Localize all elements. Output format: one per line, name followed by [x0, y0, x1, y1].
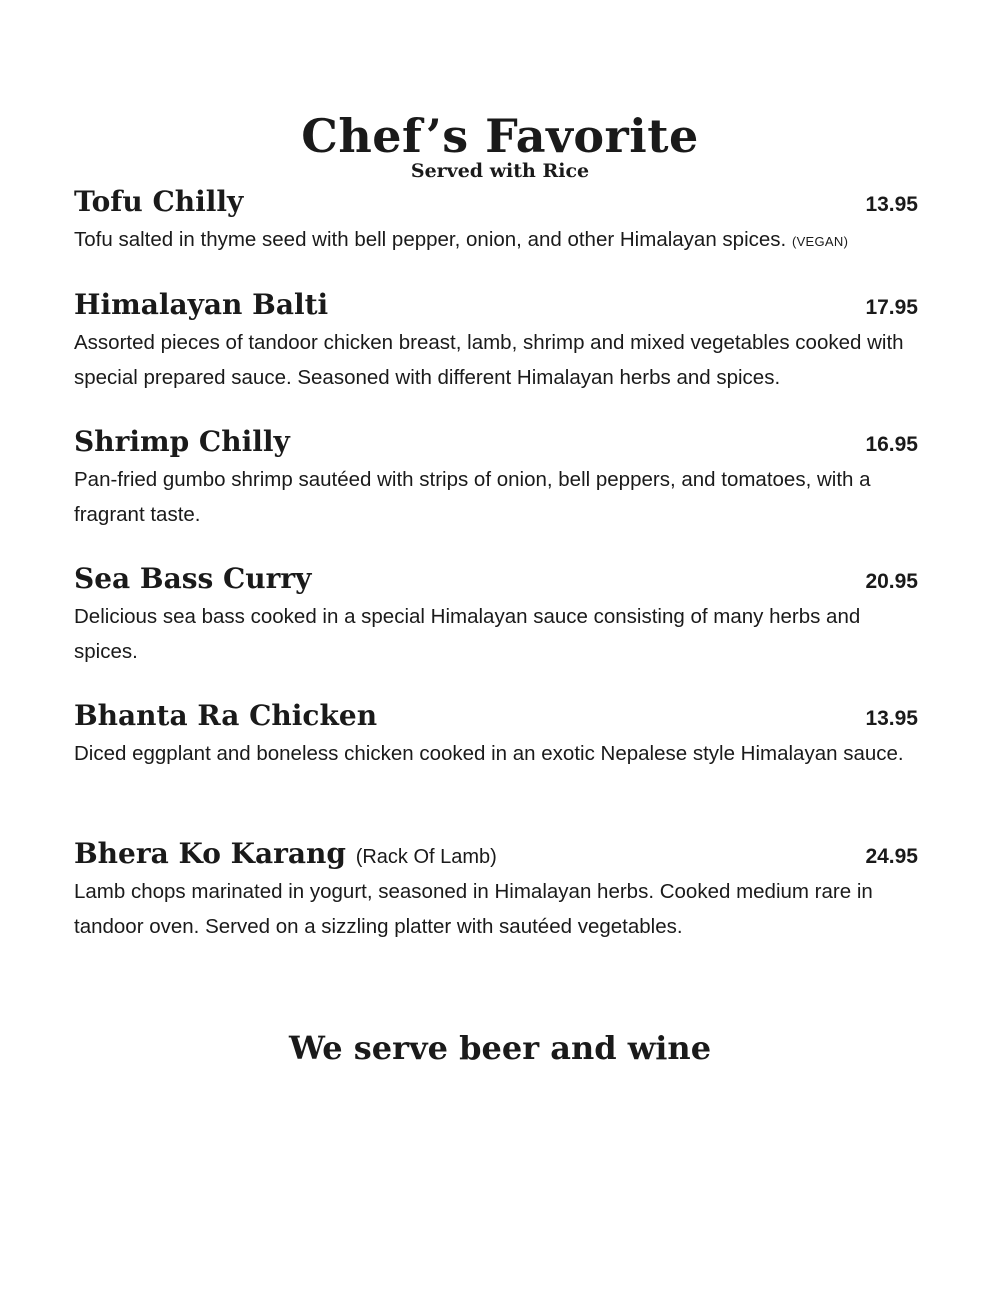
menu-item-name: Shrimp Chilly	[74, 425, 290, 458]
menu-item-himalayan-balti	[74, 287, 918, 395]
menu-item-name: Himalayan Balti	[74, 288, 329, 321]
menu-item-description-text: Tofu salted in thyme seed with bell pepper, onion, and other Himalayan spices.	[74, 228, 787, 251]
menu-item-description: Pan-fried gumbo shrimp sautéed with strips of onion, bell peppers, and tomatoes, with a fragrant taste.	[74, 468, 871, 526]
menu-item-price: 13.95	[865, 707, 918, 730]
menu-item-bhanta-ra-chicken	[74, 698, 918, 771]
menu-item-price: 24.95	[865, 845, 918, 868]
menu-item-price: 17.95	[865, 296, 918, 319]
menu-item-header	[74, 836, 918, 874]
menu-item-price: 16.95	[865, 433, 918, 456]
menu-item-description	[74, 222, 904, 259]
menu-item-description: Lamb chops marinated in yogurt, seasoned in Himalayan herbs. Cooked medium rare in tandoor oven. Served on a sizzling platter with sautéed vegetables.	[74, 880, 873, 938]
menu-item-tofu-chilly	[74, 184, 918, 259]
menu-item-description: Diced eggplant and boneless chicken cooked in an exotic Nepalese style Himalayan sauce.	[74, 742, 904, 765]
page-subtitle: Served with Rice	[410, 160, 590, 182]
page-title: Chef’s Favorite	[301, 109, 699, 163]
menu-item-header	[74, 561, 918, 599]
menu-item-name-text: Bhera Ko Karang	[74, 837, 346, 870]
menu-item-shrimp-chilly	[74, 424, 918, 532]
menu-item-header	[74, 698, 918, 736]
menu-item-note: (Rack Of Lamb)	[355, 846, 497, 868]
menu-item-name: Tofu Chilly	[74, 185, 244, 218]
menu-item-sea-bass-curry	[74, 561, 918, 669]
menu-item-name: Sea Bass Curry	[74, 562, 312, 595]
menu-item-header	[74, 184, 918, 222]
menu-item-name	[74, 836, 497, 875]
menu-item-bhera-ko-karang	[74, 836, 918, 944]
menu-item-description: Delicious sea bass cooked in a special Himalayan sauce consisting of many herbs and spices.	[74, 605, 861, 663]
menu-item-description: Assorted pieces of tandoor chicken breast, lamb, shrimp and mixed vegetables cooked with special prepared sauce. Seasoned with different Himalayan herbs and spices.	[74, 331, 904, 389]
menu-item-price: 13.95	[865, 193, 918, 216]
vegan-tag: (VEGAN)	[791, 234, 849, 249]
menu-item-header	[74, 287, 918, 325]
menu-item-header	[74, 424, 918, 462]
menu-item-price: 20.95	[865, 570, 918, 593]
footer-note: We serve beer and wine	[288, 1029, 712, 1067]
menu-item-name: Bhanta Ra Chicken	[74, 699, 378, 732]
